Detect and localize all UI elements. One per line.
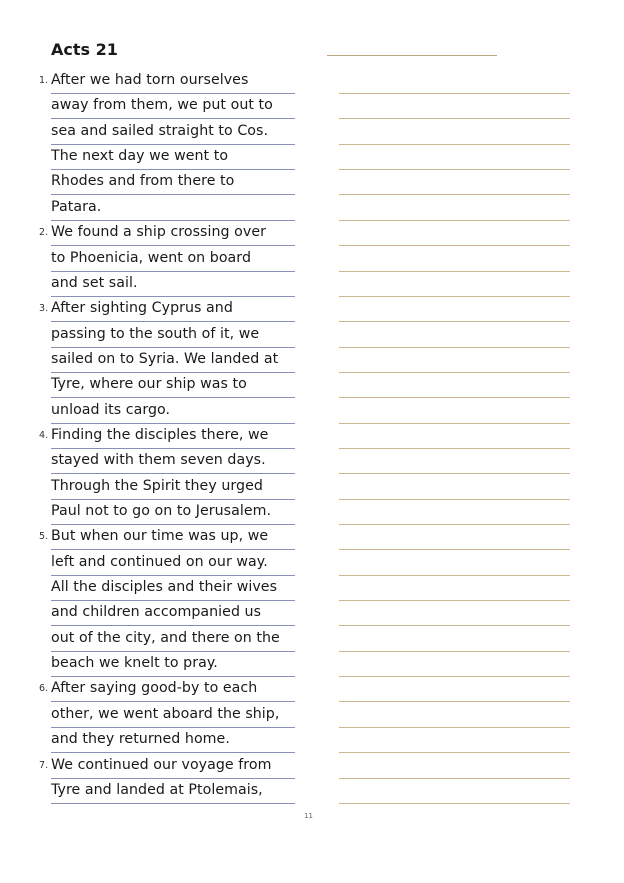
verse-number: 2. xyxy=(39,227,49,239)
verse-line-text: away from them, we put out to xyxy=(51,97,273,114)
verse-number: 3. xyxy=(39,303,49,315)
writing-line xyxy=(339,752,570,753)
writing-line xyxy=(339,499,570,500)
verse-line-text: Finding the disciples there, we xyxy=(51,426,269,443)
verse-line-text: sailed on to Syria. We landed at xyxy=(51,350,279,367)
verse-line-text: We found a ship crossing over xyxy=(51,224,266,241)
writing-line xyxy=(339,93,570,94)
verse-number: 1. xyxy=(39,75,49,86)
verse-line-text: The next day we went to xyxy=(51,148,229,165)
writing-line xyxy=(339,220,570,221)
verse-line-text: and they returned home. xyxy=(51,731,230,748)
verse-line-text: But when our time was up, we xyxy=(51,528,269,545)
verse-line-text: sea and sailed straight to Cos. xyxy=(51,122,269,139)
verse-line-text: stayed with them seven days. xyxy=(51,452,266,469)
writing-line xyxy=(339,625,570,626)
writing-line xyxy=(339,549,570,550)
verse-line-text: other, we went aboard the ship, xyxy=(51,705,280,722)
writing-line xyxy=(339,245,570,246)
verse-number: 5. xyxy=(39,531,49,543)
writing-line xyxy=(339,169,570,170)
verse-line-text: All the disciples and their wives xyxy=(51,579,278,595)
verse-line-text: Tyre and landed at Ptolemais, xyxy=(51,781,263,798)
verse-line-text: out of the city, and there on the xyxy=(51,629,280,646)
writing-line xyxy=(339,803,570,804)
verse-line-text: After sighting Cyprus and xyxy=(51,300,233,317)
writing-line xyxy=(339,727,570,728)
writing-line xyxy=(339,118,570,119)
verse-line-text: Through the Spirit they urged xyxy=(51,477,263,494)
page-title: Acts 21 xyxy=(51,40,118,59)
verse-number: 7. xyxy=(39,759,49,771)
verse-line-text: Rhodes and from there to xyxy=(51,173,235,190)
writing-line xyxy=(339,372,570,373)
verse-line-text: unload its cargo. xyxy=(51,401,171,418)
verse-line-text: Tyre, where our ship was to xyxy=(51,376,247,393)
writing-line xyxy=(339,473,570,474)
writing-line xyxy=(339,321,570,322)
verse-line-text: Paul not to go on to Jerusalem. xyxy=(51,503,272,519)
writing-line xyxy=(339,144,570,145)
verse-line-text: and set sail. xyxy=(51,274,138,291)
verse-number: 4. xyxy=(39,429,49,441)
writing-line xyxy=(339,271,570,272)
writing-line xyxy=(339,701,570,702)
writing-line xyxy=(339,651,570,652)
writing-line xyxy=(339,423,570,424)
writing-line xyxy=(339,296,570,297)
page-number: 11 xyxy=(304,812,313,820)
verse-line-text: After we had torn ourselves xyxy=(51,72,249,88)
writing-line xyxy=(339,575,570,576)
verse-number: 6. xyxy=(39,683,49,695)
writing-line xyxy=(339,448,570,449)
verse-line-text: beach we knelt to pray. xyxy=(51,655,218,672)
writing-line xyxy=(339,600,570,601)
verse-line-text: and children accompanied us xyxy=(51,604,262,621)
writing-line xyxy=(339,524,570,525)
verse-line-text: to Phoenicia, went on board xyxy=(51,249,251,266)
writing-line xyxy=(339,676,570,677)
verse-line-text: passing to the south of it, we xyxy=(51,325,260,342)
writing-line xyxy=(339,194,570,195)
writing-line xyxy=(339,778,570,779)
verse-line-text: Patara. xyxy=(51,198,102,215)
writing-line xyxy=(339,347,570,348)
verse-line-text: left and continued on our way. xyxy=(51,553,268,570)
verse-line-text: We continued our voyage from xyxy=(51,756,272,773)
writing-line xyxy=(339,397,570,398)
verse-line-text: After saying good-by to each xyxy=(51,680,258,697)
